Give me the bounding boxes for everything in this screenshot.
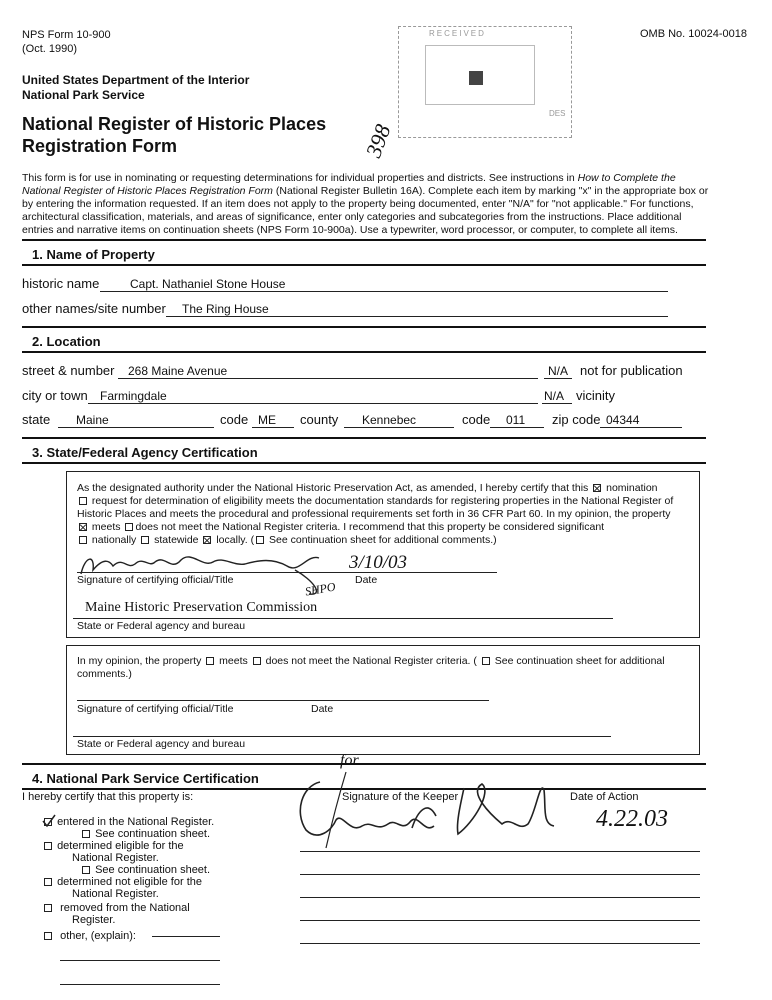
agency-line (73, 618, 613, 619)
street-value[interactable]: 268 Maine Avenue (128, 364, 228, 378)
zip-label: zip code (552, 412, 601, 427)
section-divider (22, 437, 706, 439)
form-number-block (22, 28, 111, 56)
county-code-line (490, 427, 544, 428)
signature-title: SHPO (303, 579, 337, 599)
vicinity-value[interactable]: N/A (544, 389, 565, 403)
other-names-line (166, 316, 668, 317)
opinion-agency-label: State or Federal agency and bureau (77, 738, 246, 750)
stamp-text: RECEIVED (429, 29, 486, 38)
city-line (88, 403, 538, 404)
service-name: National Park Service (22, 88, 145, 102)
vicinity-label: vicinity (576, 388, 616, 403)
entered-continuation-checkbox[interactable] (82, 830, 90, 838)
form-date: (Oct. 1990) (22, 43, 78, 55)
state-code-value[interactable]: ME (258, 413, 276, 427)
meets-checkbox[interactable] (79, 523, 87, 531)
opinion-continuation-checkbox[interactable] (482, 657, 490, 665)
nps-option: See continuation sheet. (95, 828, 211, 840)
section-divider (22, 351, 706, 353)
county-label: county (300, 412, 339, 427)
section-divider (22, 326, 706, 328)
cert-option: nationally (91, 534, 137, 546)
cert-option: See continuation sheet for additional comments.) (269, 534, 497, 546)
city-label: city or town (22, 388, 88, 403)
nps-option: See continuation sheet. (95, 864, 211, 876)
opinion-line: does not meet the National Register criteria. ( (265, 655, 477, 667)
historic-name-value[interactable]: Capt. Nathaniel Stone House (130, 277, 286, 291)
opinion-agency-line (73, 736, 611, 737)
section-2-heading: 2. Location (32, 334, 101, 349)
intro-paragraph (22, 172, 722, 237)
intro-line: (National Register Bulletin 16A). Complete each item by marking "x" in the appropriate box or (275, 185, 709, 197)
eligible-continuation-checkbox[interactable] (82, 866, 90, 874)
other-explain-line (152, 936, 220, 937)
nfp-line (544, 378, 572, 379)
opinion-date-label: Date (311, 703, 334, 715)
cert-line: request for determination of eligibility meets the documentation standards for registering properties in the National Register of (91, 495, 674, 507)
other-explain-line (60, 960, 220, 961)
other-names-label: other names/site number (22, 301, 166, 316)
keeper-signature-label: Signature of the Keeper (342, 791, 459, 803)
nps-option: Register. (72, 914, 116, 926)
keeper-line (300, 897, 700, 898)
cert-option: locally. ( (216, 534, 255, 546)
intro-italic: National Register of Historic Places Registration Form (22, 185, 273, 197)
not-eligible-checkbox[interactable] (44, 878, 52, 886)
section-3-heading: 3. State/Federal Agency Certification (32, 445, 258, 460)
state-certification-box (66, 471, 700, 638)
county-code-value[interactable]: 011 (506, 413, 526, 427)
handwritten-margin-number: 398 (360, 121, 396, 161)
opinion-option: See continuation sheet for additional (494, 655, 665, 667)
nps-option: National Register. (72, 852, 159, 864)
form-number: NPS Form 10-900 (22, 29, 111, 41)
section-divider (22, 763, 706, 765)
county-code-label: code (462, 412, 491, 427)
cert-option: statewide (154, 534, 199, 546)
intro-line: by entering the information requested. If an item does not apply to the property being documented, enter "N/A" for "not applicable." For functions, (22, 198, 694, 210)
opinion-does-not-meet-checkbox[interactable] (253, 657, 261, 665)
eligible-checkbox[interactable] (44, 842, 52, 850)
section-divider (22, 264, 706, 266)
intro-line: This form is for use in nominating or requesting determinations for individual properties and districts. See instructions in (22, 172, 575, 184)
keeper-line (300, 874, 700, 875)
nps-option-list (42, 816, 214, 942)
page-title (22, 113, 326, 157)
state-label: state (22, 412, 51, 427)
vicinity-line (542, 403, 572, 404)
intro-line: architectural classification, materials, and areas of significance, enter only categories and subcategories from the instructions. Place additional (22, 211, 682, 223)
keeper-line (300, 851, 700, 852)
opinion-box (66, 645, 700, 755)
cert-option: nomination (606, 482, 658, 494)
opinion-line: In my opinion, the property (77, 655, 202, 667)
county-line (344, 427, 454, 428)
nfp-value[interactable]: N/A (548, 364, 569, 378)
nps-option: determined not eligible for the (57, 876, 202, 888)
stamp-mark (469, 71, 483, 85)
section-4-heading: 4. National Park Service Certification (32, 771, 259, 786)
stamp-side-text: DES (549, 109, 566, 118)
date-label: Date (355, 574, 378, 586)
omb-number: OMB No. 10024-0018 (640, 28, 748, 40)
opinion-meets-checkbox[interactable] (206, 657, 214, 665)
county-value[interactable]: Kennebec (362, 413, 417, 427)
cert-line: As the designated authority under the National Historic Preservation Act, as amended, I hereby certify that this (77, 482, 589, 494)
zip-line (600, 427, 682, 428)
zip-value[interactable]: 04344 (606, 413, 640, 427)
opinion-signature-line (77, 700, 489, 701)
historic-name-line (100, 291, 668, 292)
request-checkbox[interactable] (79, 497, 87, 505)
removed-checkbox[interactable] (44, 904, 52, 912)
historic-name-label: historic name (22, 276, 100, 291)
title-line-2: Registration Form (22, 136, 178, 156)
cert-line: Historic Places and meets the procedural and professional requirements set forth in 36 CFR Part 60. In my opinion, the property (77, 508, 671, 520)
opinion-text (77, 655, 695, 681)
other-checkbox[interactable] (44, 932, 52, 940)
certifying-official-signature[interactable] (73, 536, 333, 596)
city-value[interactable]: Farmingdale (100, 389, 167, 403)
nps-option: other, (explain): (60, 930, 136, 942)
department-name: United States Department of the Interior (22, 73, 250, 87)
section-divider (22, 462, 706, 464)
agency-value[interactable]: Maine Historic Preservation Commission (85, 600, 318, 615)
received-stamp (398, 26, 572, 138)
state-code-line (252, 427, 294, 428)
signature-date[interactable]: 3/10/03 (349, 552, 408, 573)
other-explain-line (60, 984, 220, 985)
entered-checkbox[interactable] (44, 818, 52, 826)
agency-block (22, 73, 249, 103)
agency-label: State or Federal agency and bureau (77, 620, 246, 632)
signature-label: Signature of certifying official/Title (77, 574, 234, 586)
opinion-option: meets (219, 655, 248, 667)
street-line (118, 378, 538, 379)
cert-line: does not meet the National Register criteria. I recommend that this property be considered significant (135, 521, 605, 533)
certify-statement: I hereby certify that this property is: (22, 791, 194, 803)
state-value[interactable]: Maine (76, 413, 109, 427)
street-label: street & number (22, 363, 115, 378)
nomination-checkbox[interactable] (593, 484, 601, 492)
nps-option: removed from the National (60, 902, 190, 914)
opinion-signature-label: Signature of certifying official/Title (77, 703, 234, 715)
state-code-label: code (220, 412, 249, 427)
keeper-signature[interactable] (292, 772, 562, 852)
action-date-value[interactable]: 4.22.03 (596, 806, 668, 832)
does-not-meet-checkbox[interactable] (125, 523, 133, 531)
cert-option: meets (91, 521, 121, 533)
other-names-value[interactable]: The Ring House (182, 302, 269, 316)
title-line-1: National Register of Historic Places (22, 114, 327, 134)
nps-option: National Register. (72, 888, 159, 900)
opinion-line: comments.) (77, 668, 132, 680)
nps-option: determined eligible for the (57, 840, 184, 852)
section-divider (22, 239, 706, 241)
state-line (58, 427, 214, 428)
nfp-label: not for publication (580, 363, 683, 378)
intro-line: entries and narrative items on continuation sheets (NPS Form 10-900a). Use a typewriter, word processor, or computer, to complete all items. (22, 224, 678, 236)
section-1-heading: 1. Name of Property (32, 247, 155, 262)
handwritten-for: for (340, 752, 359, 769)
date-of-action-label: Date of Action (570, 791, 639, 803)
keeper-line (300, 920, 700, 921)
nps-option: entered in the National Register. (57, 816, 215, 828)
keeper-line (300, 943, 700, 944)
intro-italic: How to Complete the (577, 172, 676, 184)
